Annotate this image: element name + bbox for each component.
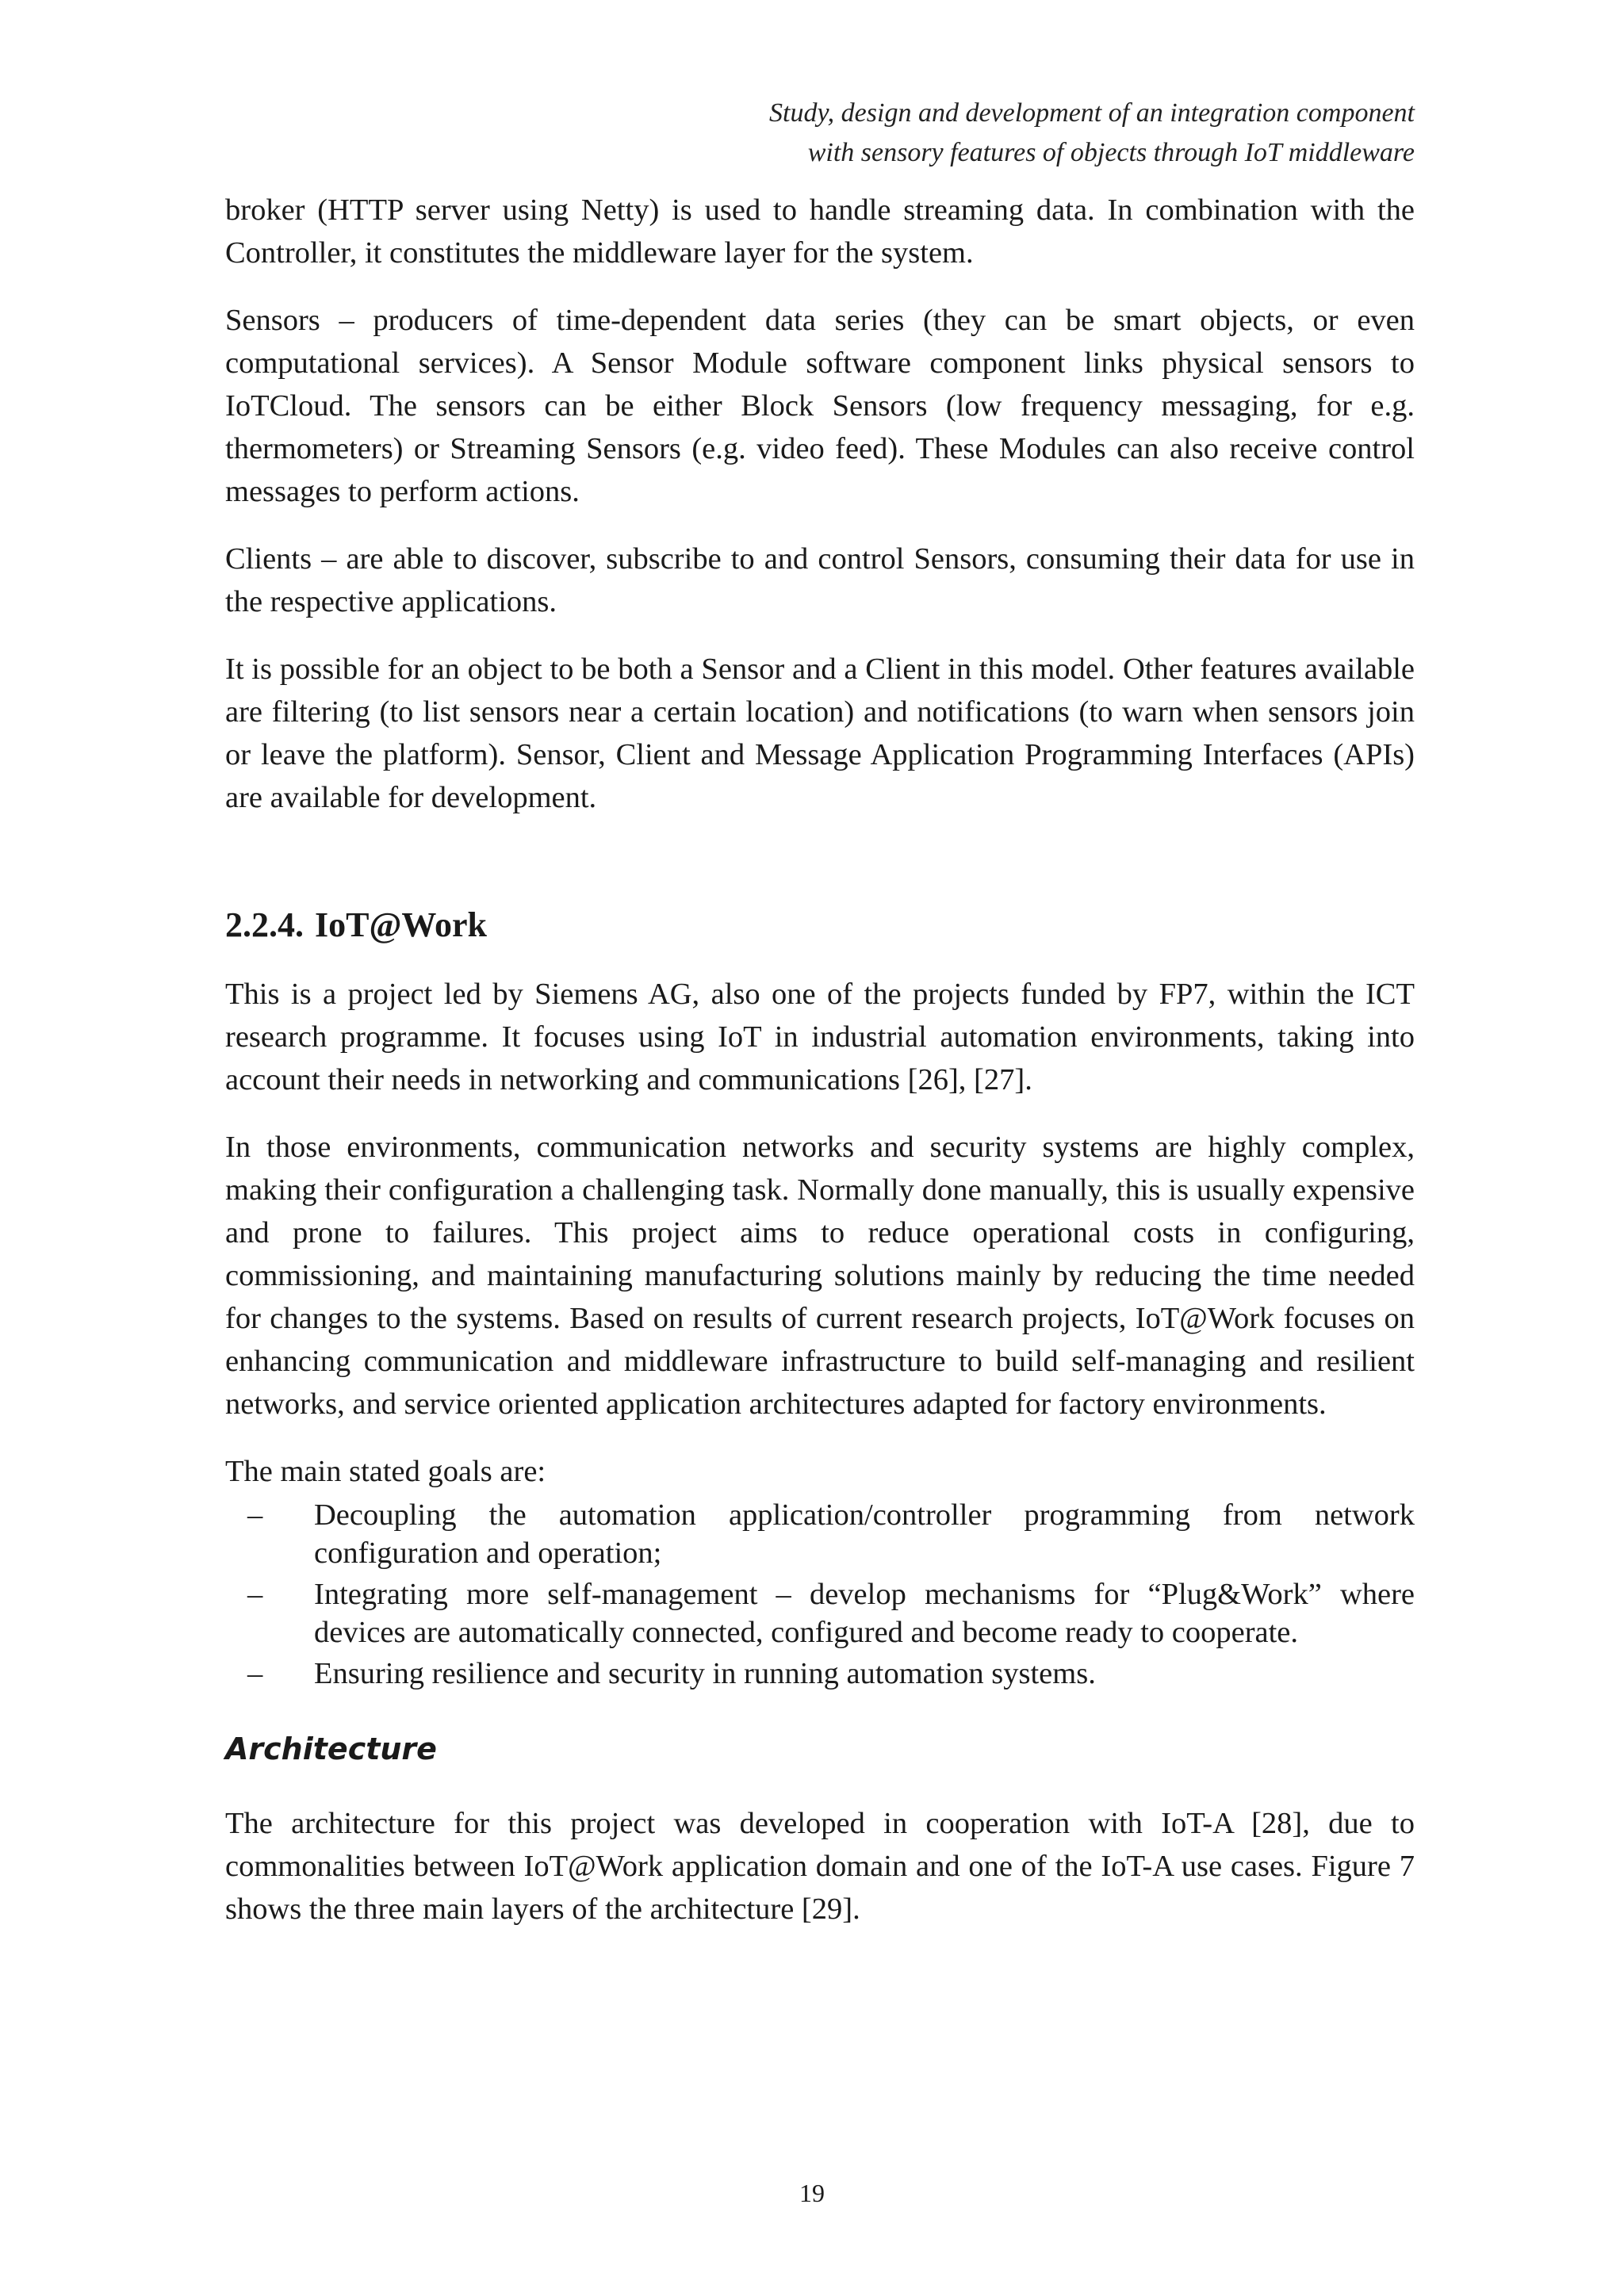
running-header-line-2: with sensory features of objects through IoT middleware bbox=[807, 138, 1415, 167]
running-header bbox=[463, 94, 1415, 173]
list-item bbox=[225, 1496, 1415, 1572]
paragraph-project-intro: This is a project led by Siemens AG, also one of the projects funded by FP7, within the ICT research programme. It focuses using IoT in industrial automation environments, taking into account their needs in networking and communications [26], [27]. bbox=[225, 978, 1415, 1096]
paragraph-architecture: The architecture for this project was developed in cooperation with IoT-A [28], due to commonalities between IoT@Work application domain and one of the IoT-A use cases. Figure 7 shows the three main layers of the architecture [29]. bbox=[225, 1807, 1415, 1926]
list-dash: – bbox=[247, 1657, 263, 1690]
paragraph-clients: Clients – are able to discover, subscribe to and control Sensors, consuming their data for use in the respective applications. bbox=[225, 542, 1415, 618]
section-number: 2.2.4. bbox=[225, 905, 304, 944]
list-item bbox=[225, 1655, 1415, 1693]
list-item-text: Decoupling the automation application/controller programming from network configuration and operation; bbox=[314, 1498, 1415, 1570]
section-heading bbox=[225, 901, 1415, 949]
paragraph-sensors: Sensors – producers of time-dependent data series (they can be smart objects, or even computational services). A Sensor Module software component links physical sensors to IoTCloud. The sensors can be either Block Sensors (low frequency messaging, for e.g. thermometers) or Streaming Sensors (e.g. video feed). These Modules can also receive control messages to perform actions. bbox=[225, 304, 1415, 508]
page-body bbox=[225, 189, 1415, 1955]
list-item-text: Integrating more self-management – develop mechanisms for “Plug&Work” where devices are automatically connected, configured and become ready to cooperate. bbox=[314, 1578, 1415, 1649]
running-header-line-1: Study, design and development of an integration component bbox=[769, 98, 1415, 128]
paragraph-environments: In those environments, communication networks and security systems are highly complex, making their configuration a challenging task. Normally done manually, this is usually expensive and prone to failures. This project aims to reduce operational costs in configuring, commissioning, and maintaining manufacturing solutions mainly by reducing the time needed for changes to the systems. Based on results of current research projects, IoT@Work focuses on enhancing communication and middleware infrastructure to build self-managing and resilient networks, and service oriented application architectures adapted for factory environments. bbox=[225, 1131, 1415, 1421]
paragraph-features: It is possible for an object to be both a Sensor and a Client in this model. Other features available are filtering (to list sensors near a certain location) and notifications (to warn when sensors join or leave the platform). Sensor, Client and Message Application Programming Interfaces (APIs) are available for development. bbox=[225, 652, 1415, 814]
goals-list bbox=[225, 1496, 1415, 1693]
paragraph-broker: broker (HTTP server using Netty) is used to handle streaming data. In combination with the Controller, it constitutes the middleware layer for the system. bbox=[225, 193, 1415, 270]
page-number: 19 bbox=[799, 2179, 825, 2207]
list-item bbox=[225, 1575, 1415, 1651]
section-title: IoT@Work bbox=[315, 905, 487, 944]
list-dash: – bbox=[247, 1578, 263, 1611]
list-item-text: Ensuring resilience and security in running automation systems. bbox=[314, 1657, 1096, 1690]
list-dash: – bbox=[247, 1498, 263, 1532]
goals-intro: The main stated goals are: bbox=[225, 1455, 546, 1488]
architecture-heading: Architecture bbox=[225, 1732, 437, 1766]
